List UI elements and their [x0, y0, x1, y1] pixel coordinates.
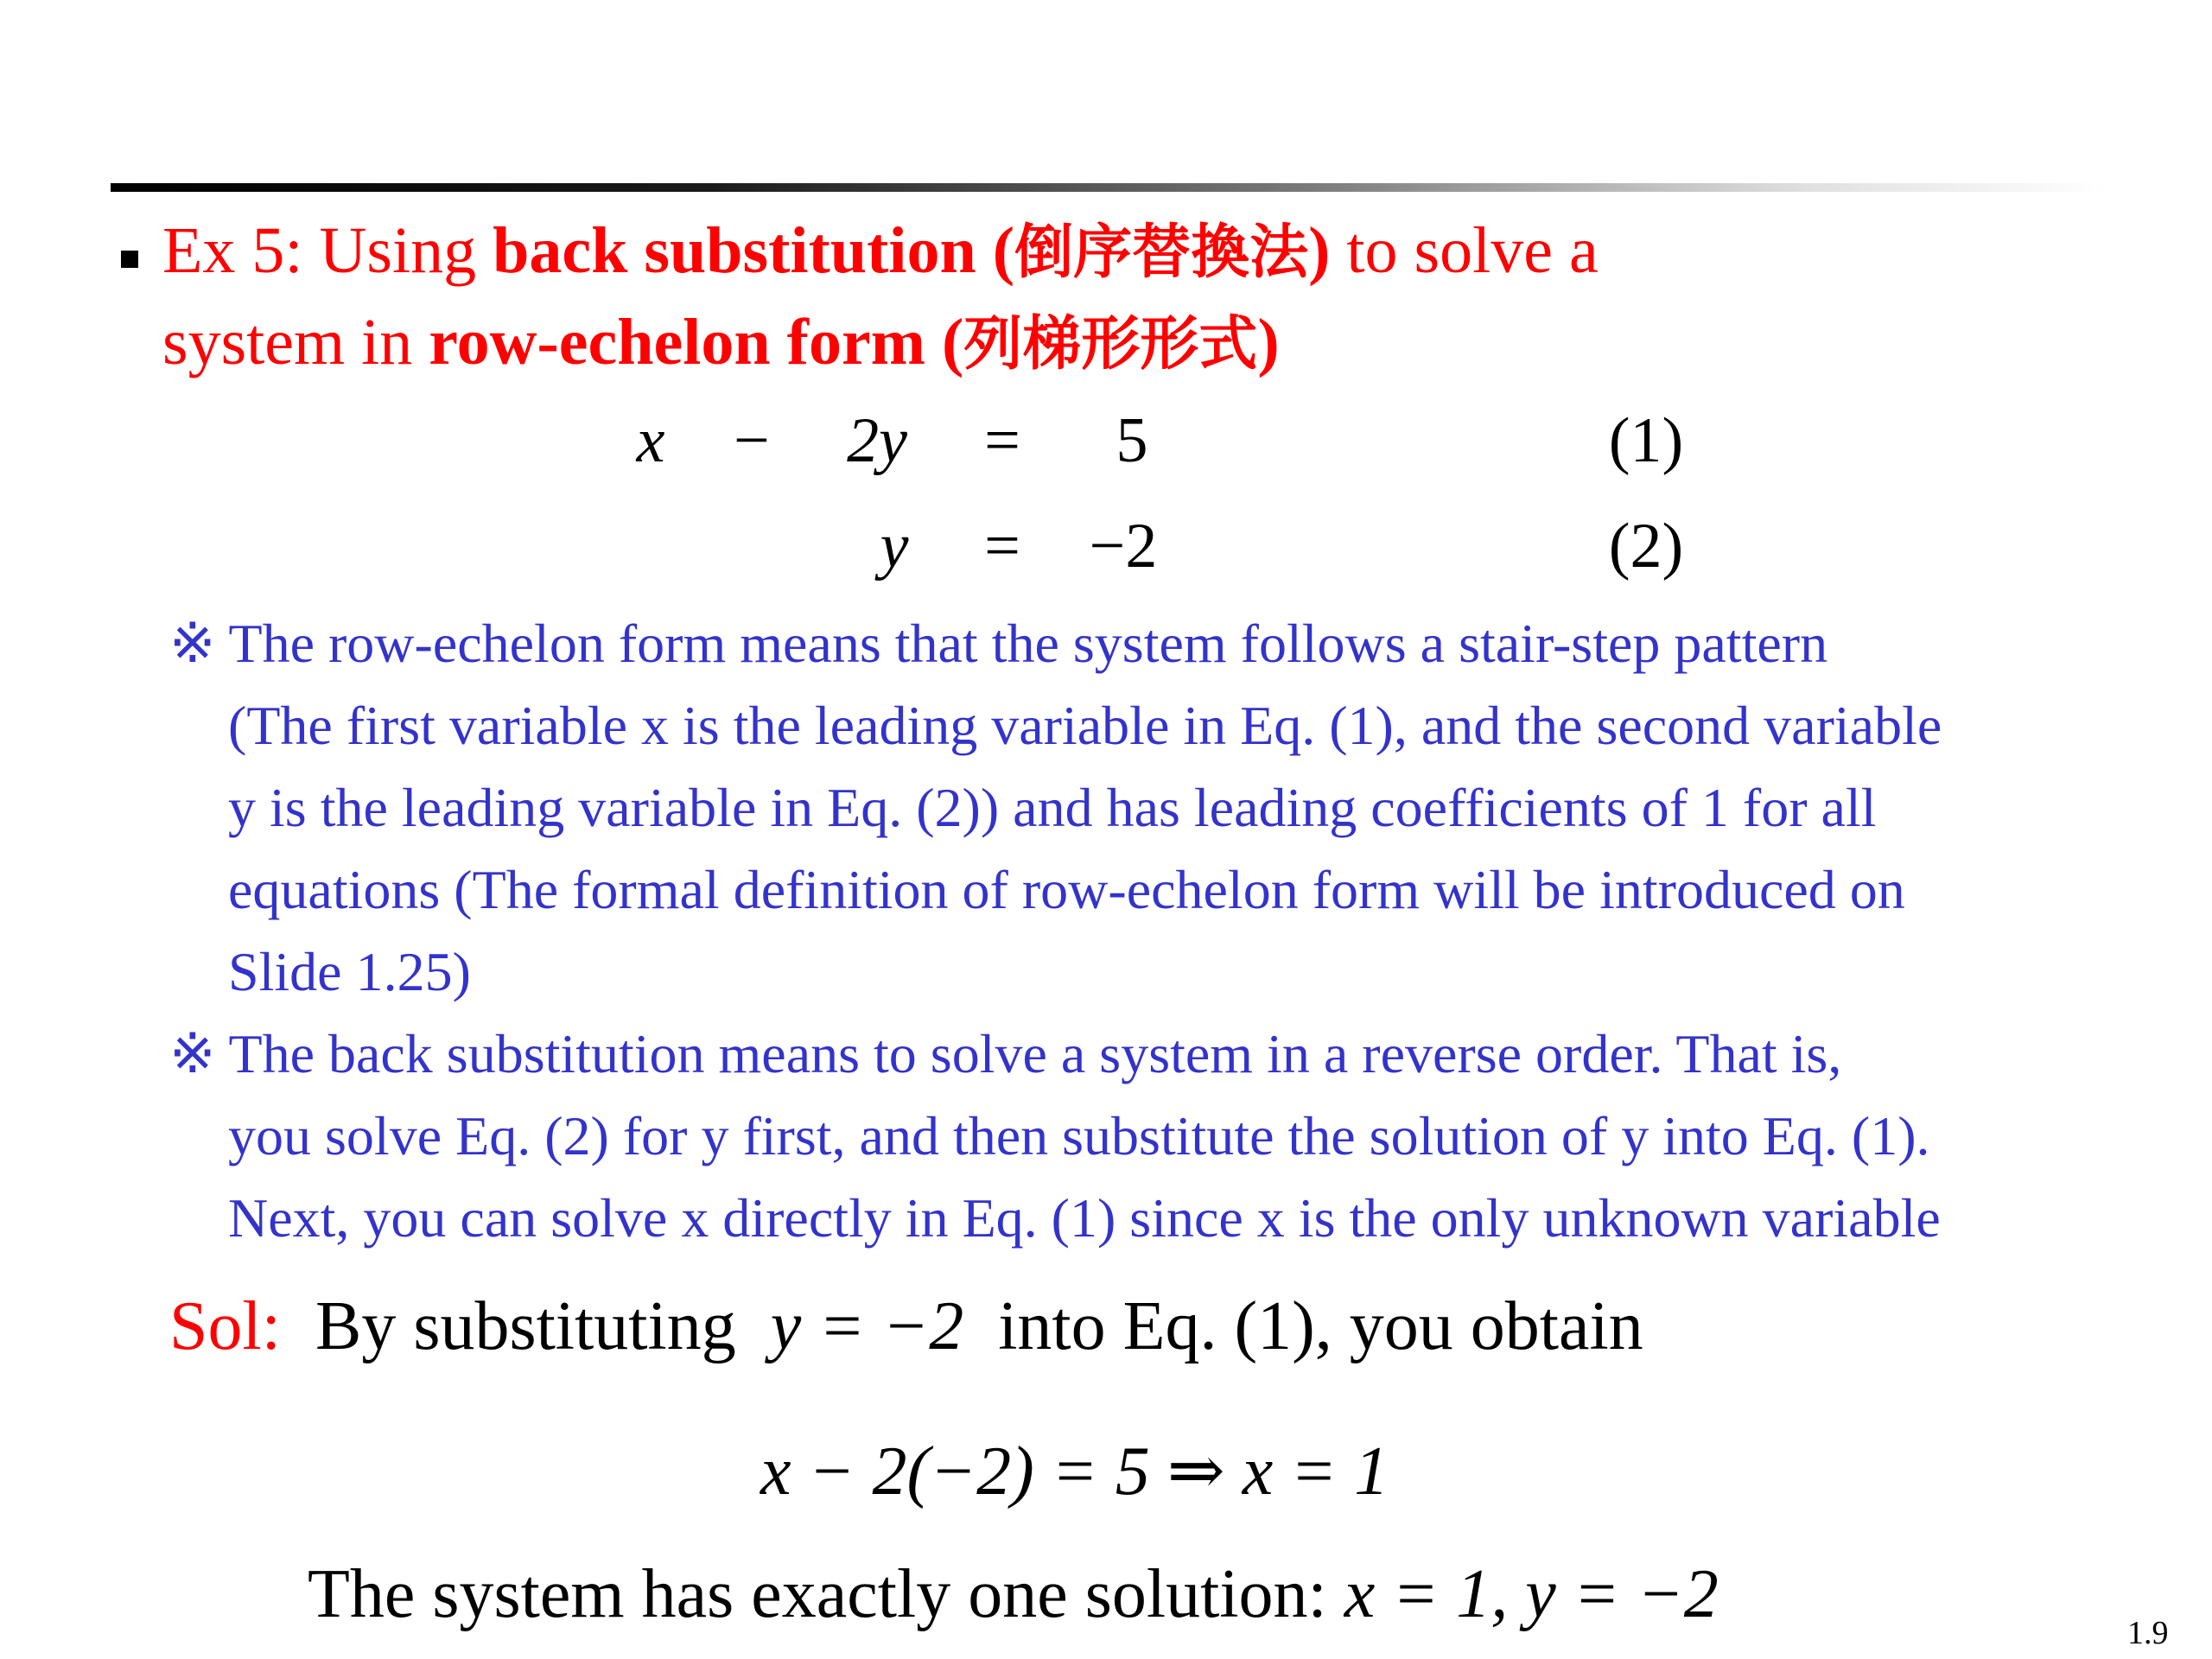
title-term-chinese: 列梯形形式: [963, 310, 1258, 378]
derivation-equation: x − 2(−2) = 5 ⇒ x = 1: [760, 1433, 1389, 1510]
solution-line: [169, 1287, 1643, 1366]
title-line-1: [162, 206, 1599, 289]
eq1-coef: 2y: [847, 405, 907, 476]
eq2-equals: =: [984, 511, 1020, 582]
note-line: Next, you can solve x directly in Eq. (1) since x is the only unknown variable: [228, 1187, 1941, 1249]
title-term-chinese: 倒序替換法: [1014, 219, 1309, 287]
note-line: (The first variable x is the leading variable in Eq. (1), and the second variable: [228, 695, 1942, 756]
solution-label: Sol:: [169, 1288, 281, 1364]
title-divider: [111, 183, 2107, 192]
eq1-equals: =: [984, 405, 1020, 476]
title-text: system in: [162, 306, 429, 378]
eq1-x: x: [636, 405, 665, 476]
conclusion-line: [308, 1555, 1719, 1634]
eq1-label: (1): [1608, 405, 1684, 476]
title-term: row-echelon form (: [429, 306, 964, 378]
conclusion-expression: x = 1, y = −2: [1344, 1556, 1719, 1632]
note-line: y is the leading variable in Eq. (2)) and has leading coefficients of 1 for all: [228, 777, 1877, 838]
title-term: back substitution (: [493, 214, 1015, 287]
eq1-rhs: 5: [1116, 405, 1148, 476]
title-term-close: ): [1308, 214, 1331, 287]
conclusion-text: The system has exactly one solution:: [308, 1556, 1344, 1632]
note-line: Slide 1.25): [228, 941, 471, 1002]
eq2-rhs: −2: [1089, 511, 1158, 582]
note-line: ※ The back substitution means to solve a system in a reverse order. That is,: [169, 1023, 1842, 1084]
note-line: ※ The row-echelon form means that the system follows a stair-step pattern: [169, 613, 1828, 674]
title-term-close: ): [1257, 306, 1280, 378]
page-number: 1.9: [2127, 1615, 2169, 1651]
eq2-label: (2): [1608, 511, 1684, 582]
solution-expression: y = −2: [770, 1288, 964, 1364]
eq2-y: y: [880, 511, 909, 582]
solution-text: into Eq. (1), you obtain: [998, 1288, 1643, 1364]
bullet-icon: [121, 251, 138, 268]
note-line: equations (The formal definition of row-echelon form will be introduced on: [228, 859, 1905, 920]
note-line: you solve Eq. (2) for y first, and then substitute the solution of y into Eq. (1).: [228, 1105, 1930, 1166]
solution-text: By substituting: [315, 1288, 736, 1364]
eq1-minus: −: [734, 405, 770, 476]
title-text: to solve a: [1330, 214, 1599, 287]
title-line-2: [162, 297, 1280, 381]
title-text: Ex 5: Using: [162, 214, 493, 287]
